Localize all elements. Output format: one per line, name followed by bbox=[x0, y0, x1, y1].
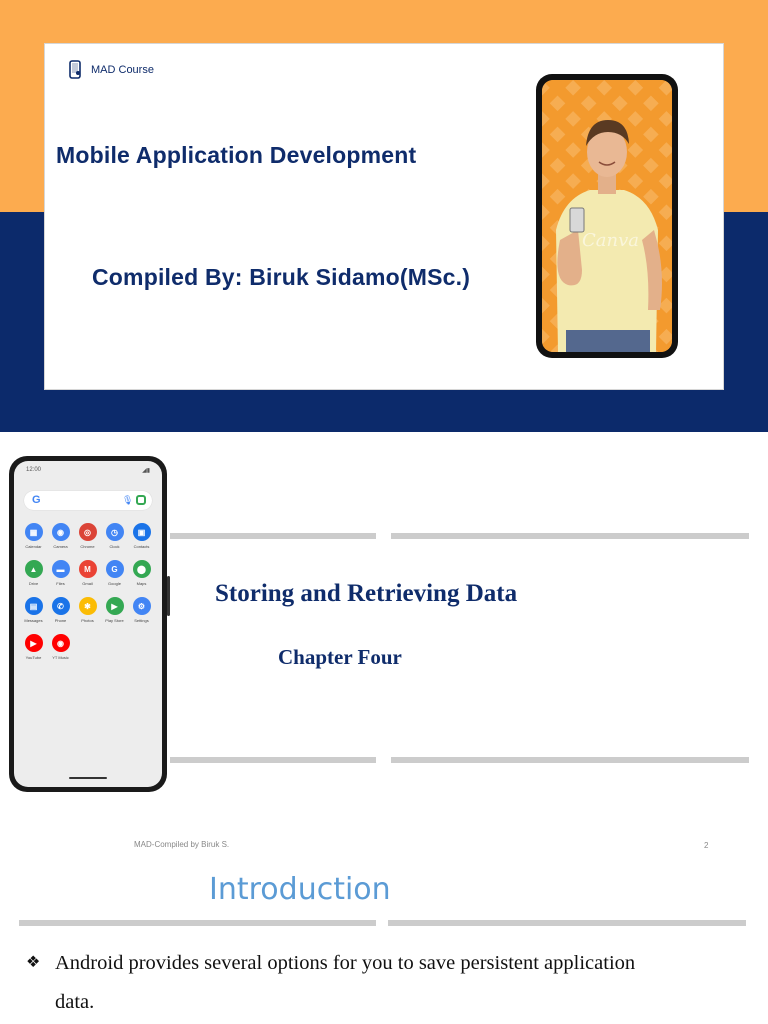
section-title: Introduction bbox=[209, 872, 391, 907]
mobile-touch-icon bbox=[69, 60, 83, 80]
app-label: Google bbox=[108, 581, 121, 586]
messages-icon: ▤ bbox=[25, 597, 43, 615]
phone-screen bbox=[542, 80, 672, 352]
app-item[interactable] bbox=[47, 597, 74, 623]
app-label: Play Store bbox=[105, 618, 124, 623]
bullet-text: Android provides several options for you to save persistent application bbox=[55, 952, 636, 974]
bullet-text-continued: data. bbox=[55, 991, 95, 1013]
google-search-bar bbox=[24, 491, 152, 510]
gmail-icon: M bbox=[79, 560, 97, 578]
app-label: Contacts bbox=[133, 544, 150, 549]
author-line: Compiled By: Biruk Sidamo(MSc.) bbox=[92, 264, 471, 290]
app-label: YouTube bbox=[25, 655, 42, 660]
app-item[interactable] bbox=[20, 634, 47, 660]
android-home-screen bbox=[14, 461, 162, 787]
app-label: Maps bbox=[136, 581, 147, 586]
chapter-slide bbox=[0, 432, 768, 864]
app-item[interactable] bbox=[101, 523, 128, 549]
google-icon: G bbox=[106, 560, 124, 578]
app-item[interactable] bbox=[74, 523, 101, 549]
app-item[interactable] bbox=[20, 523, 47, 549]
mic-icon: 🎙︎ bbox=[122, 495, 134, 505]
android-phone-illustration bbox=[9, 456, 167, 792]
app-item[interactable] bbox=[128, 560, 155, 586]
photos-icon: ✱ bbox=[79, 597, 97, 615]
chapter-title: Storing and Retrieving Data bbox=[215, 580, 518, 607]
maps-icon: ⬤ bbox=[133, 560, 151, 578]
app-label: Messages bbox=[24, 618, 43, 623]
intro-rule-left bbox=[19, 920, 376, 926]
calendar-icon: ▦ bbox=[25, 523, 43, 541]
app-item[interactable] bbox=[74, 560, 101, 586]
app-label: Settings bbox=[134, 618, 149, 623]
top-rule-right bbox=[391, 533, 749, 539]
app-item[interactable] bbox=[47, 560, 74, 586]
app-item[interactable] bbox=[101, 560, 128, 586]
app-item[interactable] bbox=[47, 634, 74, 660]
chapter-number: Chapter Four bbox=[278, 645, 402, 669]
brand-label: MAD Course bbox=[91, 64, 154, 76]
camera-icon: ◉ bbox=[52, 523, 70, 541]
app-label: Clock bbox=[109, 544, 120, 549]
presentation-title: Mobile Application Development bbox=[56, 142, 417, 168]
app-label: Photos bbox=[81, 618, 94, 623]
phone-icon: ✆ bbox=[52, 597, 70, 615]
app-label: Chrome bbox=[80, 544, 95, 549]
chrome-icon: ◎ bbox=[79, 523, 97, 541]
smartphone-illustration bbox=[536, 74, 678, 358]
google-g-icon: G bbox=[32, 494, 41, 506]
canva-watermark: Canva bbox=[582, 230, 639, 251]
man-with-phone-photo bbox=[542, 80, 672, 352]
app-label: Gmail bbox=[82, 581, 93, 586]
app-item[interactable] bbox=[47, 523, 74, 549]
youtube-icon: ▶ bbox=[25, 634, 43, 652]
files-icon: ▬ bbox=[52, 560, 70, 578]
app-item[interactable] bbox=[20, 560, 47, 586]
yt-music-icon: ◉ bbox=[52, 634, 70, 652]
top-rule-left bbox=[170, 533, 376, 539]
slide-footer: MAD-Compiled by Biruk S. bbox=[134, 840, 230, 849]
settings-icon: ⚙ bbox=[133, 597, 151, 615]
gesture-bar bbox=[69, 777, 107, 779]
diamond-bullet-icon: ❖ bbox=[26, 954, 41, 971]
app-label: Calendar bbox=[25, 544, 42, 549]
bullet-item bbox=[26, 952, 635, 975]
signal-battery-icon: ◢▮ bbox=[142, 468, 150, 474]
app-item[interactable] bbox=[101, 597, 128, 623]
app-label: Phone bbox=[54, 618, 67, 623]
lens-icon bbox=[136, 495, 146, 505]
introduction-slide bbox=[0, 864, 768, 1024]
app-item[interactable] bbox=[128, 597, 155, 623]
app-item[interactable] bbox=[128, 523, 155, 549]
contacts-icon: ▣ bbox=[133, 523, 151, 541]
app-label: Drive bbox=[28, 581, 39, 586]
app-item[interactable] bbox=[74, 597, 101, 623]
title-card bbox=[44, 43, 724, 390]
app-label: YT Music bbox=[52, 655, 69, 660]
bottom-rule-left bbox=[170, 757, 376, 763]
app-label: Files bbox=[56, 581, 65, 586]
status-time: 12:00 bbox=[26, 467, 42, 473]
play-store-icon: ▶ bbox=[106, 597, 124, 615]
bottom-rule-right bbox=[391, 757, 749, 763]
drive-icon: ▲ bbox=[25, 560, 43, 578]
page-number: 2 bbox=[704, 841, 709, 850]
course-brand bbox=[69, 60, 154, 80]
intro-rule-right bbox=[388, 920, 746, 926]
app-grid bbox=[20, 523, 156, 660]
clock-icon: ◷ bbox=[106, 523, 124, 541]
title-slide bbox=[0, 0, 768, 432]
app-item[interactable] bbox=[20, 597, 47, 623]
phone-side-button bbox=[167, 576, 170, 616]
app-label: Camera bbox=[53, 544, 68, 549]
